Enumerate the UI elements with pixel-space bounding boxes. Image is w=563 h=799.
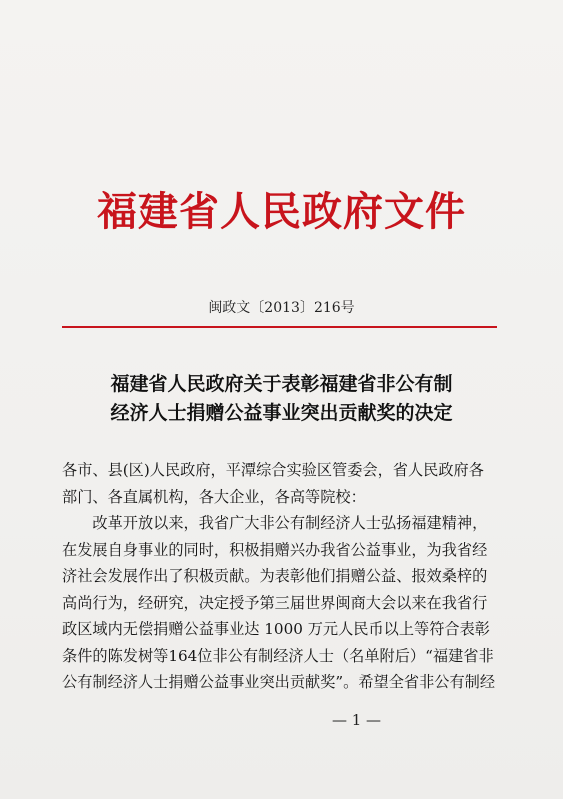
paragraph-line: 条件的陈发树等164位非公有制经济人士（名单附后）“福建省非 — [62, 646, 494, 665]
subject-line: 经济人士捐赠公益事业突出贡献奖的决定 — [110, 402, 453, 424]
paragraph-line: 公有制经济人士捐赠公益事业突出贡献奖”。希望全省非公有制经 — [62, 673, 496, 691]
page-number-text: — 1 — — [331, 711, 382, 729]
paragraph-line: 改革开放以来，我省广大非公有制经济人士弘扬福建精神， — [92, 514, 488, 532]
page-number — [0, 711, 563, 729]
paragraph-line: 济社会发展作出了积极贡献。为表彰他们捐赠公益、报效桑梓的 — [62, 567, 488, 585]
paragraph-line: 在发展自身事业的同时，积极捐赠兴办我省公益事业，为我省经 — [62, 540, 488, 559]
document-header-title: 福建省人民政府文件 — [97, 188, 466, 235]
document-body — [62, 457, 502, 696]
document-subject — [0, 370, 563, 428]
addressee-line: 部门、各直属机构，各大企业，各高等院校： — [62, 487, 366, 506]
document-number: 闽政文〔2013〕216号 — [208, 300, 355, 316]
subject-line: 福建省人民政府关于表彰福建省非公有制 — [110, 373, 453, 395]
paragraph-line: 政区域内无偿捐赠公益事业达 1000 万元人民币以上等符合表彰 — [62, 620, 490, 638]
addressee-line: 各市、县(区)人民政府，平潭综合实验区管委会，省人民政府各 — [62, 461, 484, 479]
red-divider-line — [62, 326, 497, 328]
paragraph-line: 高尚行为，经研究，决定授予第三届世界闽商大会以来在我省行 — [62, 593, 488, 612]
